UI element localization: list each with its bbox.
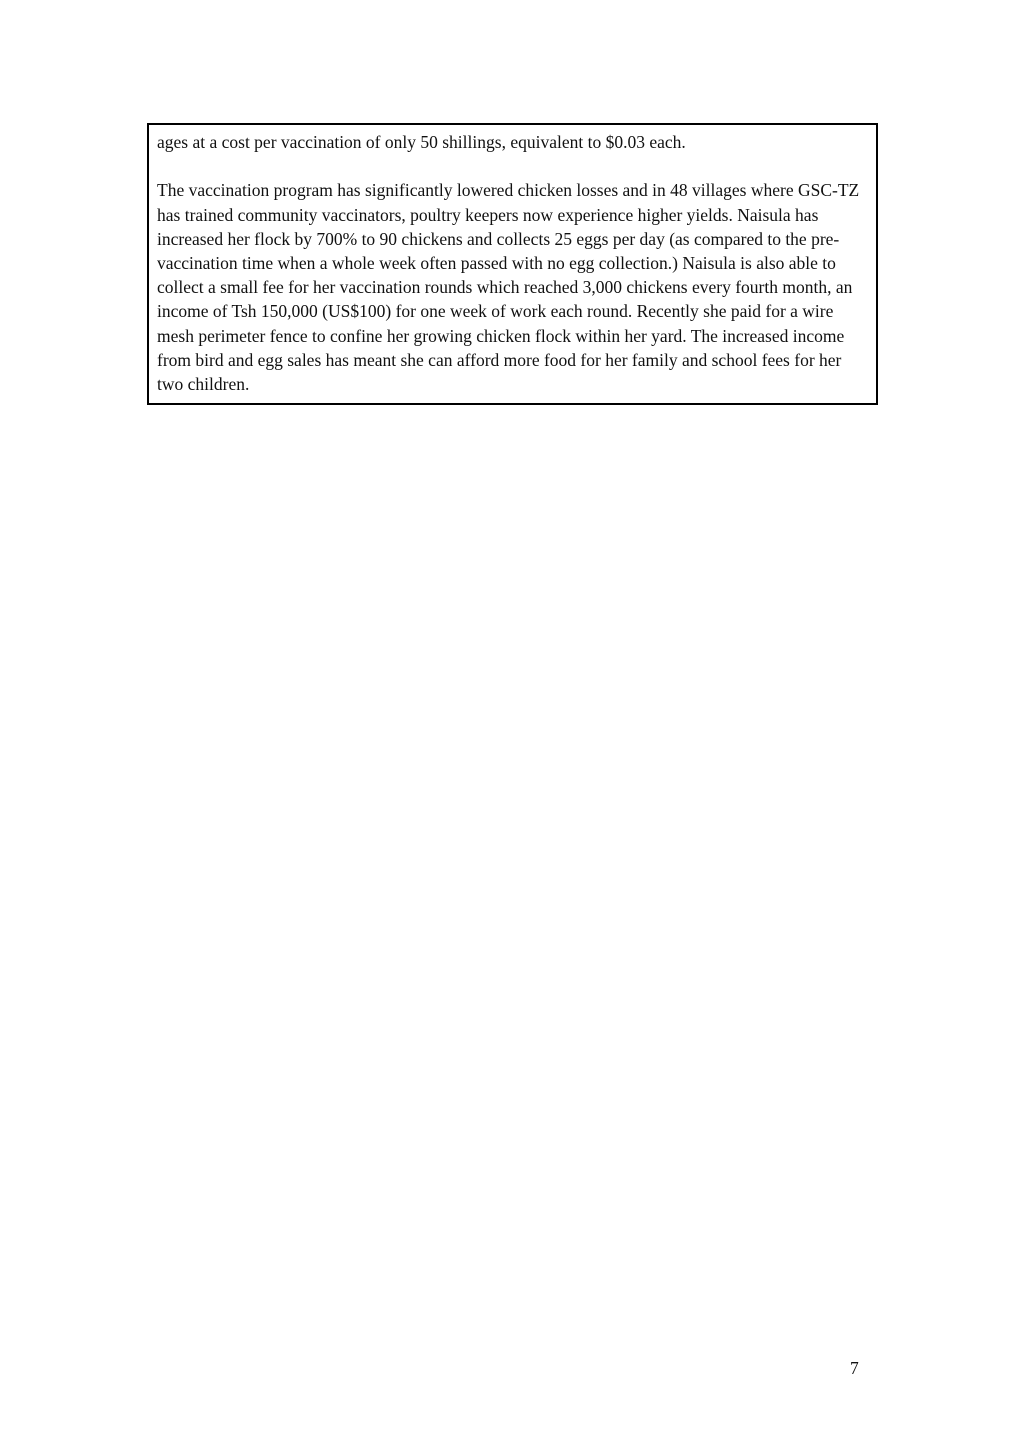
callout-text-box [147, 123, 878, 405]
callout-paragraph-1: ages at a cost per vaccination of only 50 shillings, equivalent to $0.03 each. [157, 132, 686, 152]
page-number: 7 [850, 1358, 859, 1378]
callout-paragraph-2: The vaccination program has significantly lowered chicken losses and in 48 villages where GSC-TZ has trained community vaccinators, poultry keepers now experience higher yields. Naisula has increased her flock by 700% to 90 chickens and collects 25 eggs per day (as compared to the pre-vaccination time when a whole week often passed with no egg collection.) Naisula is also able to collect a small fee for her vaccination rounds which reached 3,000 chickens every fourth month, an income of Tsh 150,000 (US$100) for one week of work each round. Recently she paid for a wire mesh perimeter fence to confine her growing chicken flock within her yard. The increased income from bird and egg sales has meant she can afford more food for her family and school fees for her two children. [157, 180, 860, 395]
